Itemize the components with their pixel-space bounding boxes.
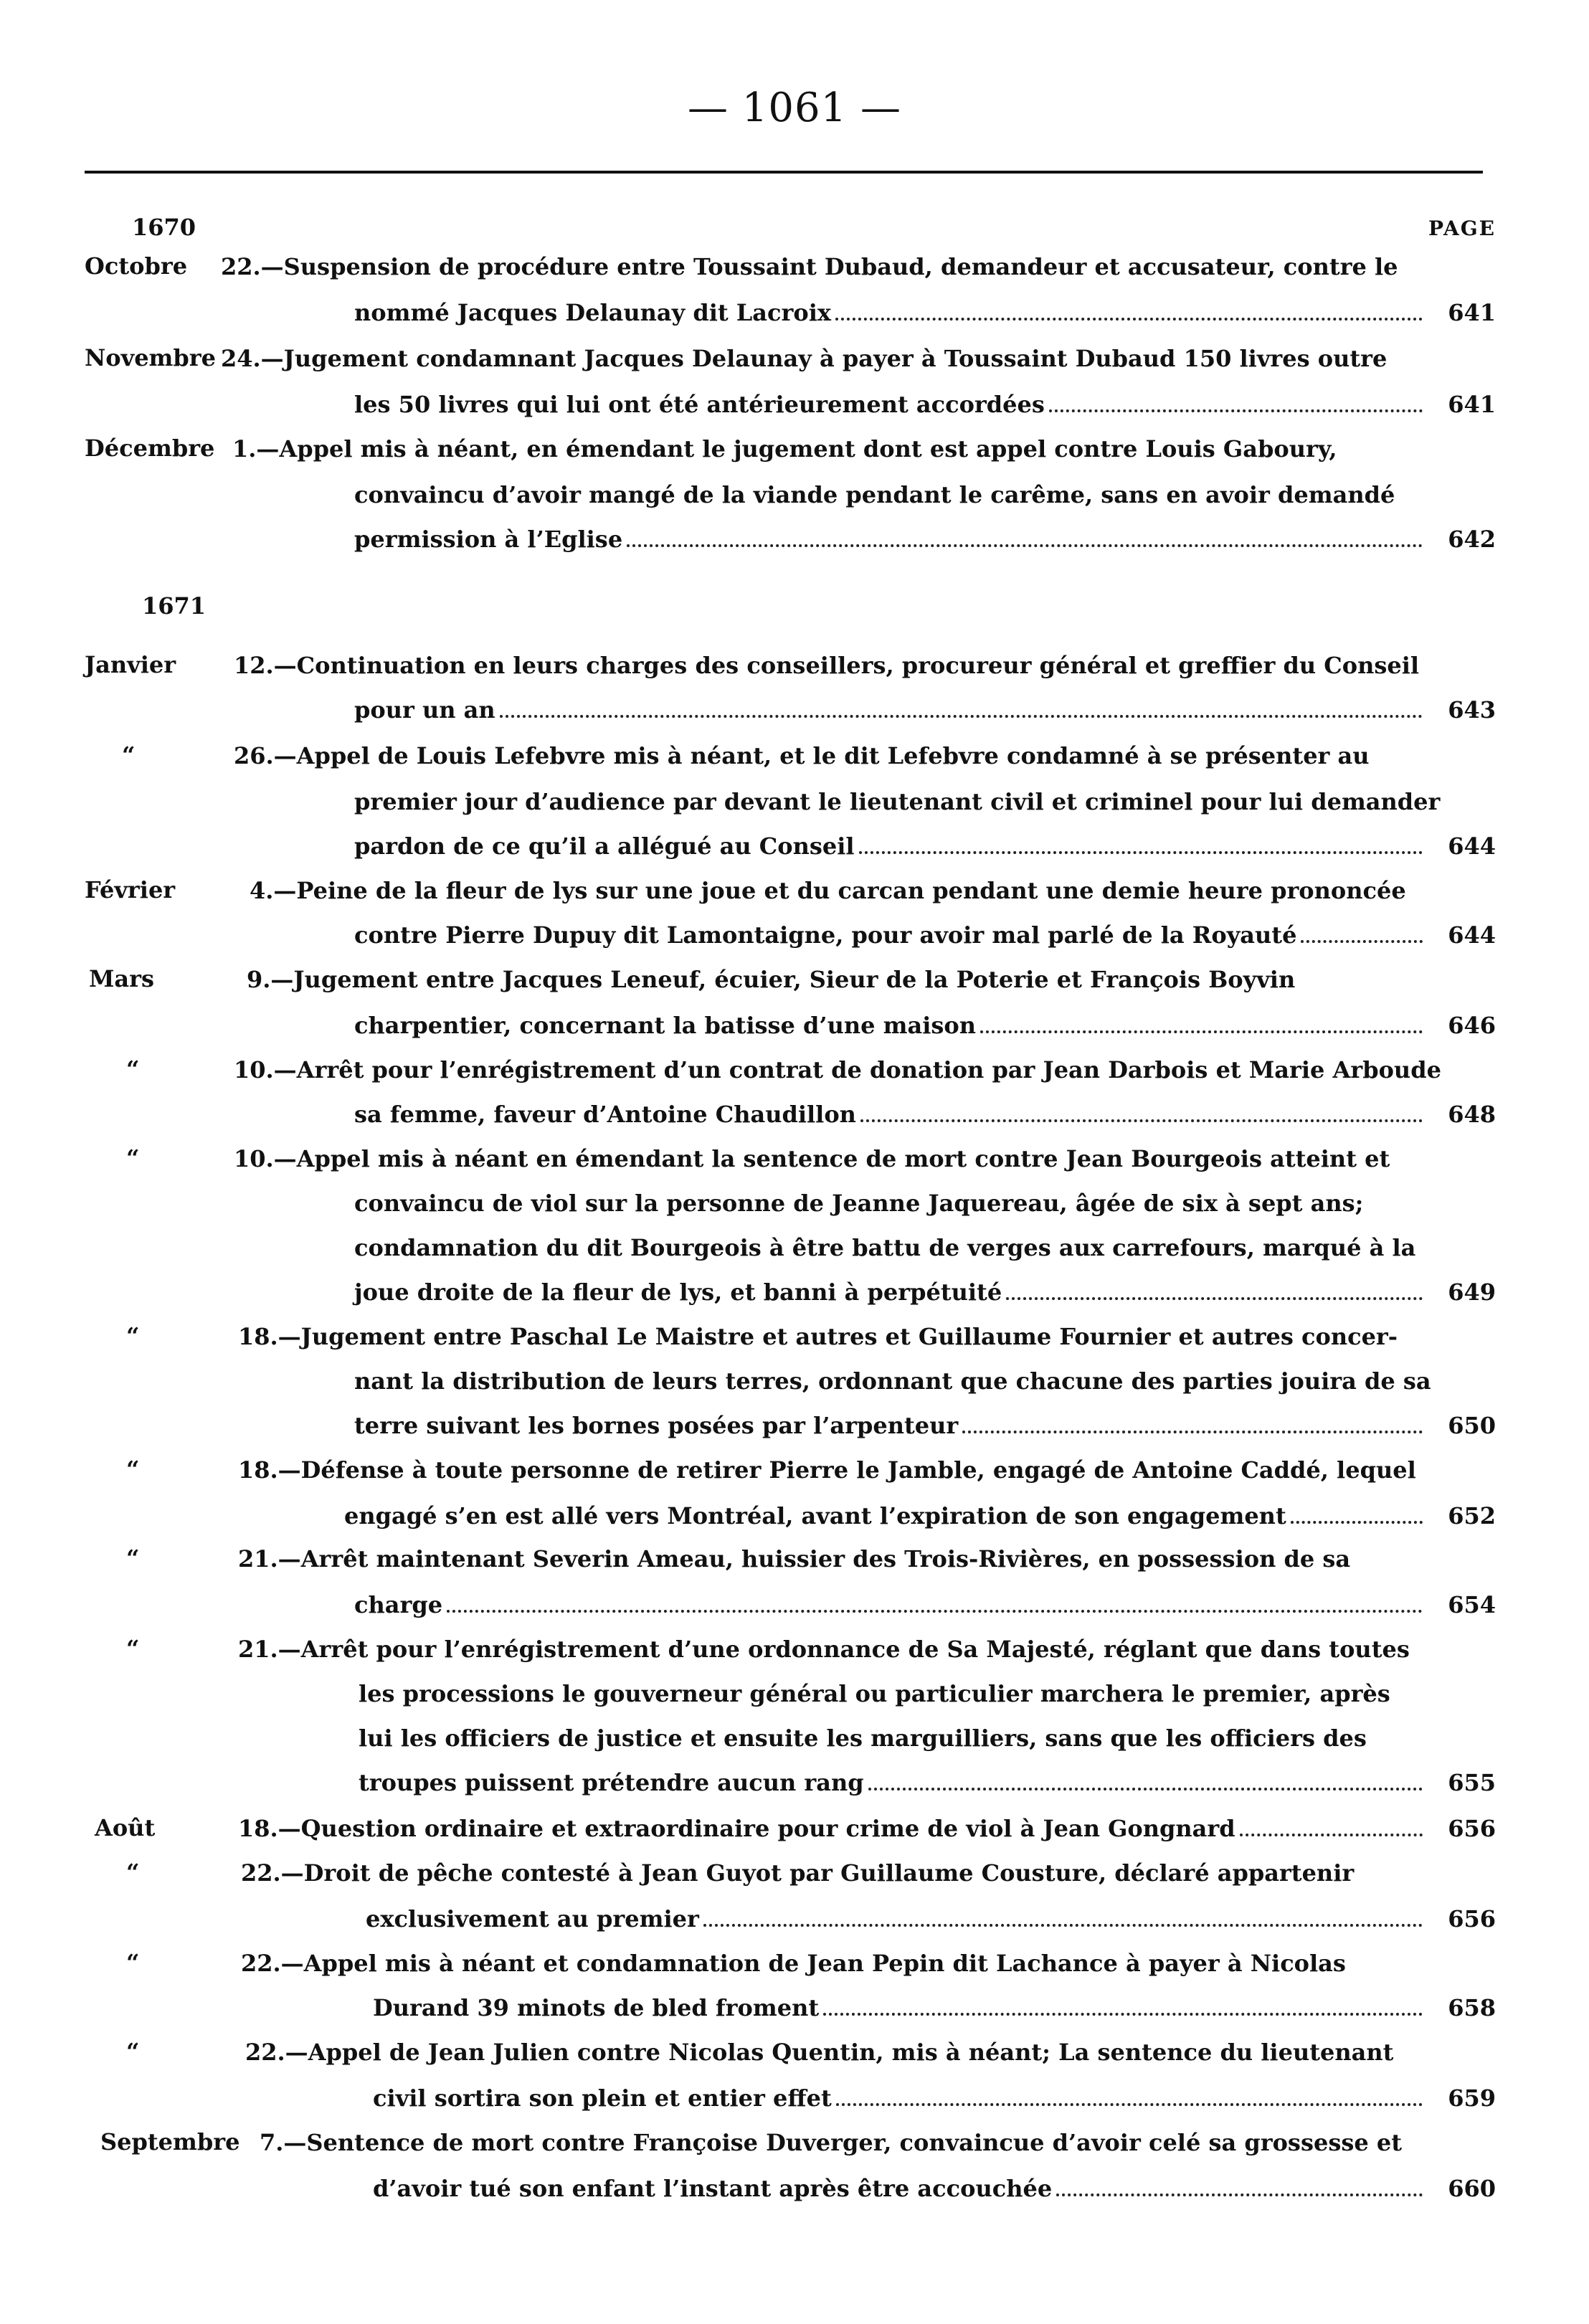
entry-last-line: terre suivant les bornes posées par l’arpenteur	[354, 1411, 1430, 1440]
entry-line: 24.—Jugement condamnant Jacques Delaunay à payer à Toussaint Dubaud 150 livres outre	[221, 345, 1388, 372]
entry-line: condamnation du dit Bourgeois à être battu de verges aux carrefours, marqué à la	[354, 1234, 1416, 1261]
entry-last-line: sa femme, faveur d’Antoine Chaudillon	[354, 1100, 1430, 1129]
entry-last-line: troupes puissent prétendre aucun rang	[359, 1768, 1430, 1797]
entry-line: nant la distribution de leurs terres, ordonnant que chacune des parties jouira de sa	[354, 1367, 1431, 1395]
entry-page: 655	[1448, 1769, 1496, 1796]
entry-last-line: permission à l’Eglise	[354, 525, 1430, 554]
entry-last-line: engagé s’en est allé vers Montréal, avant l’expiration de son engagement	[344, 1502, 1430, 1530]
entry-month: Décembre	[85, 435, 215, 462]
entry-page: 654	[1448, 1591, 1496, 1618]
entry-line: 22.—Appel de Jean Julien contre Nicolas Quentin, mis à néant; La sentence du lieutenant	[245, 2039, 1394, 2066]
entry-page: 641	[1448, 391, 1496, 418]
entry-month: “	[122, 741, 136, 769]
entry-month: “	[126, 2038, 140, 2065]
entry-month: “	[126, 1456, 140, 1483]
entry-last-line: contre Pierre Dupuy dit Lamontaigne, pour avoir mal parlé de la Royauté	[354, 921, 1430, 949]
entry-page: 642	[1448, 526, 1496, 553]
entry-month: “	[126, 1322, 140, 1350]
entry-page: 644	[1448, 921, 1496, 949]
entry-line: 22.—Appel mis à néant et condamnation de Jean Pepin dit Lachance à payer à Nicolas	[241, 1950, 1346, 1977]
entry-line: 7.—Sentence de mort contre Françoise Duverger, convaincue d’avoir celé sa grossesse et	[260, 2129, 1402, 2156]
entry-line: 10.—Appel mis à néant en émendant la sentence de mort contre Jean Bourgeois atteint et	[234, 1145, 1390, 1172]
page-number: — 1061 —	[687, 85, 902, 131]
entry-page: 660	[1448, 2175, 1496, 2202]
entry-line: 26.—Appel de Louis Lefebvre mis à néant, et le dit Lefebvre condamné à se présenter au	[234, 742, 1370, 769]
entry-month: Octobre	[85, 252, 188, 280]
year-heading: 1670	[132, 214, 196, 241]
entry-page: 650	[1448, 1412, 1496, 1439]
entry-last-line: charpentier, concernant la batisse d’une maison	[354, 1011, 1430, 1040]
entry-page: 658	[1448, 1994, 1496, 2021]
entry-month: Août	[95, 1814, 156, 1841]
entry-last-line: d’avoir tué son enfant l’instant après être accouchée	[373, 2174, 1430, 2203]
entry-page: 648	[1448, 1101, 1496, 1128]
year-heading: 1671	[142, 592, 207, 620]
entry-line: 1.—Appel mis à néant, en émendant le jugement dont est appel contre Louis Gaboury,	[232, 435, 1337, 463]
entry-last-line: Durand 39 minots de bled froment	[373, 1993, 1430, 2022]
entry-line: les processions le gouverneur général ou particulier marchera le premier, après	[359, 1680, 1390, 1707]
entry-month: “	[126, 1635, 140, 1662]
entry-last-line: exclusivement au premier	[366, 1905, 1430, 1933]
entry-page: 641	[1448, 299, 1496, 326]
entry-month: Février	[85, 876, 176, 903]
page-column-header: PAGE	[1428, 217, 1496, 240]
entry-month: “	[126, 1056, 140, 1083]
entry-last-line: nommé Jacques Delaunay dit Lacroix	[354, 298, 1430, 327]
entry-line: 21.—Arrêt maintenant Severin Ameau, huissier des Trois-Rivières, en possession de sa	[238, 1545, 1351, 1573]
entry-page: 656	[1448, 1905, 1496, 1932]
entry-last-line: joue droite de la fleur de lys, et banni à perpétuité	[354, 1278, 1430, 1306]
entry-month: Janvier	[85, 651, 176, 678]
entry-line: 22.—Droit de pêche contesté à Jean Guyot par Guillaume Cousture, déclaré appartenir	[241, 1859, 1355, 1887]
entry-month: Mars	[89, 965, 155, 992]
entry-line: 4.—Peine de la fleur de lys sur une joue et du carcan pendant une demie heure prononcée	[250, 877, 1406, 904]
entry-line: 18.—Défense à toute personne de retirer Pierre le Jamble, engagé de Antoine Caddé, lequel	[238, 1456, 1416, 1484]
entry-line: 21.—Arrêt pour l’enrégistrement d’une ordonnance de Sa Majesté, réglant que dans toutes	[238, 1636, 1410, 1663]
entry-line: 22.—Suspension de procédure entre Toussaint Dubaud, demandeur et accusateur, contre le	[221, 253, 1398, 280]
entry-page: 659	[1448, 2085, 1496, 2112]
entry-last-line: les 50 livres qui lui ont été antérieurement accordées	[354, 390, 1430, 419]
entry-line: convaincu d’avoir mangé de la viande pendant le carême, sans en avoir demandé	[354, 481, 1395, 508]
entry-month: Septembre	[100, 2128, 240, 2155]
entry-line: 9.—Jugement entre Jacques Leneuf, écuier, Sieur de la Poterie et François Boyvin	[247, 966, 1296, 993]
entry-page: 649	[1448, 1279, 1496, 1306]
entry-line: 10.—Arrêt pour l’enrégistrement d’un contrat de donation par Jean Darbois et Marie Arboude	[234, 1056, 1441, 1083]
entry-last-line: charge	[354, 1590, 1430, 1619]
entry-line: lui les officiers de justice et ensuite les marguilliers, sans que les officiers des	[359, 1725, 1367, 1752]
entry-page: 646	[1448, 1012, 1496, 1039]
entry-line: 18.—Jugement entre Paschal Le Maistre et autres et Guillaume Fournier et autres concer-	[238, 1323, 1398, 1350]
entry-page: 652	[1448, 1502, 1496, 1529]
entry-month: Novembre	[85, 344, 216, 371]
entry-line: convaincu de viol sur la personne de Jeanne Jaquereau, âgée de six à sept ans;	[354, 1190, 1364, 1217]
entry-page: 644	[1448, 833, 1496, 860]
entry-page: 656	[1448, 1815, 1496, 1842]
entry-month: “	[126, 1859, 140, 1886]
entry-month: “	[126, 1545, 140, 1572]
entry-line: 12.—Continuation en leurs charges des conseillers, procureur général et greffier du Conseil	[234, 652, 1420, 679]
entry-last-line: pour un an	[354, 696, 1430, 724]
entry-last-line: pardon de ce qu’il a allégué au Conseil	[354, 832, 1430, 860]
entry-month: “	[126, 1949, 140, 1976]
entry-month: “	[126, 1144, 140, 1172]
entry-last-line: civil sortira son plein et entier effet	[373, 2084, 1430, 2112]
entry-page: 643	[1448, 696, 1496, 724]
entry-line: premier jour d’audience par devant le lieutenant civil et criminel pour lui demander	[354, 788, 1441, 815]
entry-last-line: 18.—Question ordinaire et extraordinaire pour crime de viol à Jean Gongnard	[238, 1814, 1430, 1843]
